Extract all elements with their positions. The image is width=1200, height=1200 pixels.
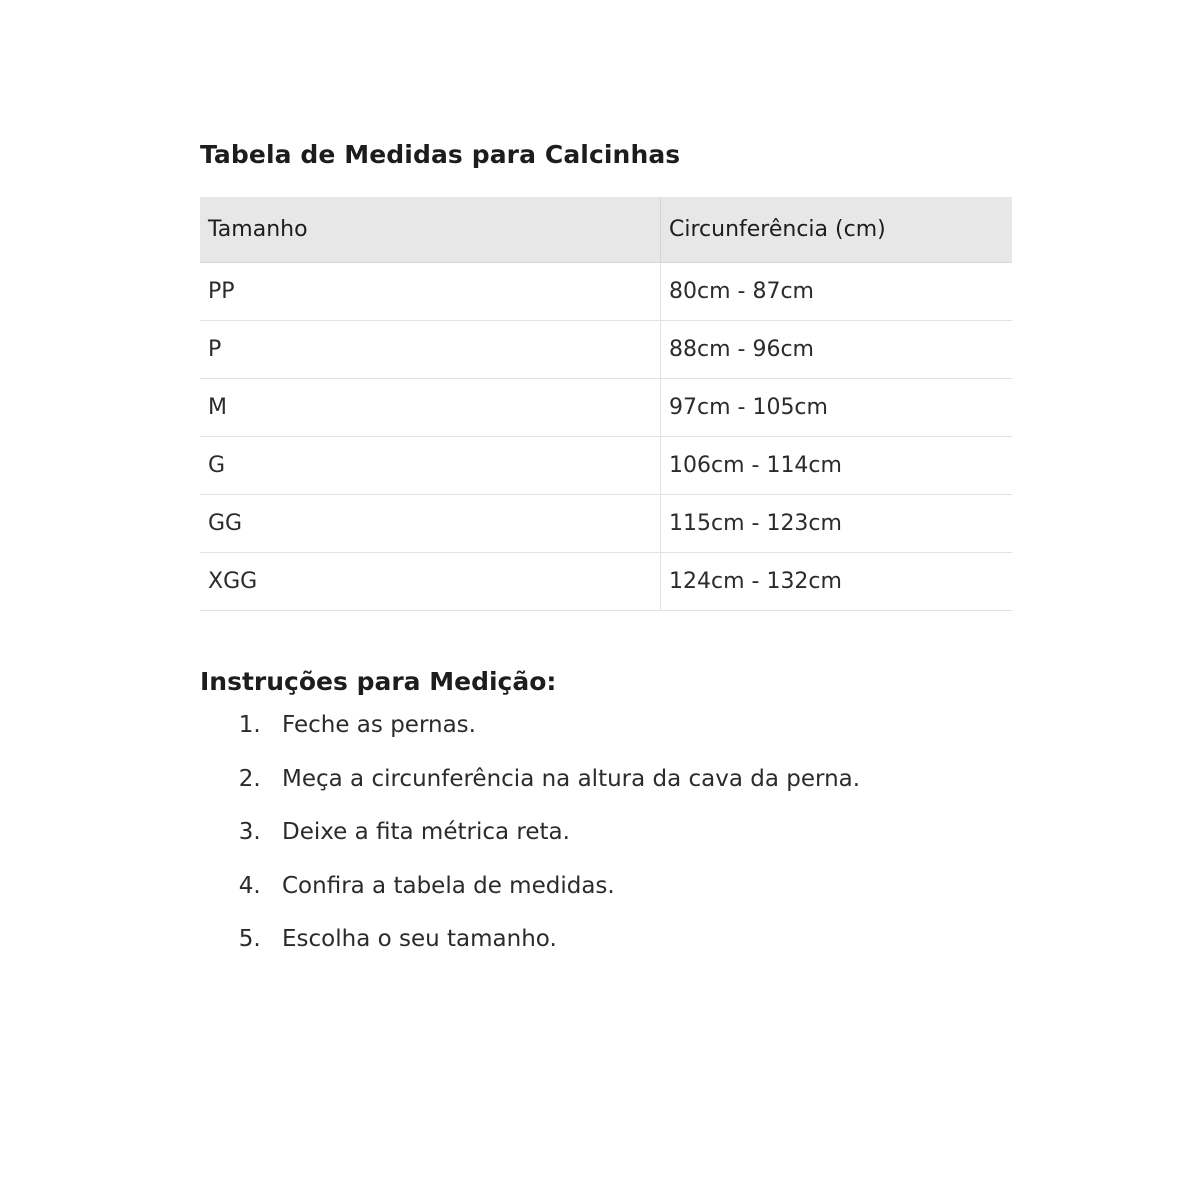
table-row xyxy=(200,321,1012,379)
page-title: Tabela de Medidas para Calcinhas xyxy=(200,140,681,169)
size-chart-table xyxy=(200,197,1012,611)
cell-size: P xyxy=(200,321,661,379)
table-row xyxy=(200,437,1012,495)
cell-circumference: 88cm - 96cm xyxy=(661,321,1013,379)
cell-size: PP xyxy=(200,263,661,321)
cell-circumference: 97cm - 105cm xyxy=(661,379,1013,437)
table-header xyxy=(200,197,1012,263)
list-item: 5. Escolha o seu tamanho. xyxy=(268,926,1010,954)
list-item: 1. Feche as pernas. xyxy=(268,712,1010,740)
column-header-circumference: Circunferência (cm) xyxy=(661,197,1013,263)
cell-size: G xyxy=(200,437,661,495)
table-row xyxy=(200,553,1012,611)
table-row xyxy=(200,263,1012,321)
table-row xyxy=(200,495,1012,553)
cell-size: GG xyxy=(200,495,661,553)
list-item: 2. Meça a circunferência na altura da cava da perna. xyxy=(268,766,1010,794)
table-row xyxy=(200,379,1012,437)
cell-circumference: 124cm - 132cm xyxy=(661,553,1013,611)
instructions-list xyxy=(200,712,1010,954)
cell-circumference: 115cm - 123cm xyxy=(661,495,1013,553)
instructions-title: Instruções para Medição: xyxy=(200,667,557,696)
cell-size: XGG xyxy=(200,553,661,611)
cell-circumference: 106cm - 114cm xyxy=(661,437,1013,495)
column-header-size: Tamanho xyxy=(200,197,661,263)
cell-circumference: 80cm - 87cm xyxy=(661,263,1013,321)
cell-size: M xyxy=(200,379,661,437)
list-item: 3. Deixe a fita métrica reta. xyxy=(268,819,1010,847)
table-body xyxy=(200,263,1012,611)
table-header-row xyxy=(200,197,1012,263)
list-item: 4. Confira a tabela de medidas. xyxy=(268,873,1010,901)
